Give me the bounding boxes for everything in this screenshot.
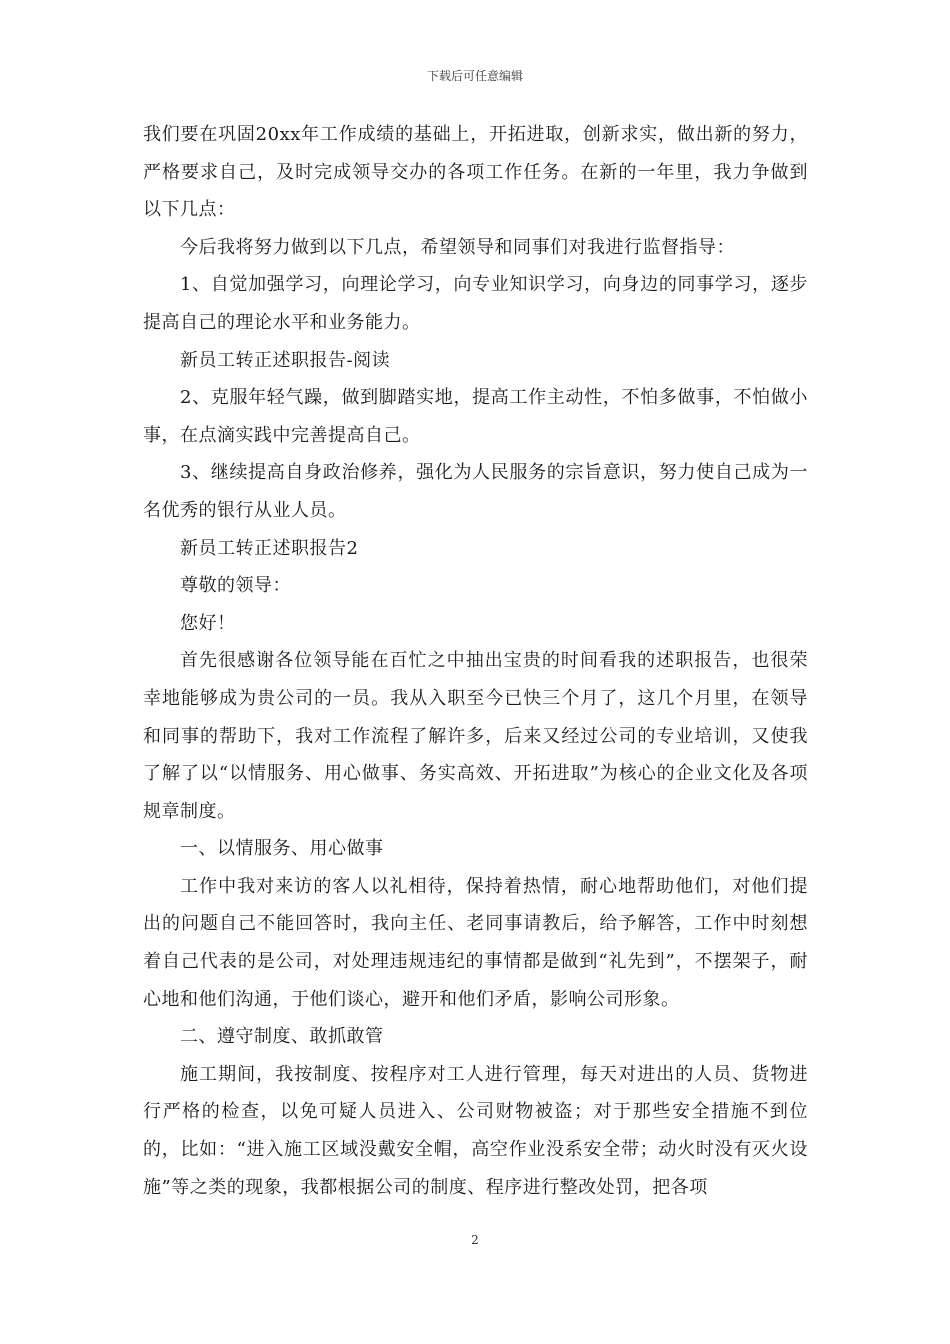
- paragraph-commitment: 今后我将努力做到以下几点，希望领导和同事们对我进行监督指导：: [180, 236, 735, 258]
- paragraph-section-title: 新员工转正述职报告-阅读: [180, 349, 391, 371]
- paragraph-intro: 我们要在巩固20xx年工作成绩的基础上，开拓进取，创新求实，做出新的努力，严格要求自己，及时完成领导交办的各项工作任务。在新的一年里，我力争做到以下几点：: [143, 124, 808, 221]
- paragraph-point-1: 1、自觉加强学习，向理论学习，向专业知识学习，向身边的同事学习，逐步提高自己的理论水平和业务能力。: [143, 274, 808, 333]
- page-number: 2: [471, 1233, 479, 1247]
- paragraph-heading-2: 二、遵守制度、敢抓敢管: [180, 1026, 384, 1048]
- paragraph-opening: 首先很感谢各位领导能在百忙之中抽出宝贵的时间看我的述职报告，也很荣幸地能够成为贵公司的一员。我从入职至今已快三个月了，这几个月里，在领导和同事的帮助下，我对工作流程了解许多，后来又经过公司的专业培训，又使我了解了以“以情服务、用心做事、务实高效、开拓进取”为核心的企业文化及各项规章制度。: [143, 650, 808, 822]
- page-header-note: 下载后可任意编辑: [426, 69, 523, 83]
- paragraph-service: 工作中我对来访的客人以礼相待，保持着热情，耐心地帮助他们，对他们提出的问题自己不能回答时，我向主任、老同事请教后，给予解答，工作中时刻想着自己代表的是公司，对处理违规违纪的事情都是做到“礼先到”，不摆架子，耐心地和他们沟通，于他们谈心，避开和他们矛盾，影响公司形象。: [143, 875, 808, 1010]
- document-body: [143, 116, 808, 1206]
- paragraph-management: 施工期间，我按制度、按程序对工人进行管理，每天对进出的人员、货物进行严格的检查，以免可疑人员进入、公司财物被盗；对于那些安全措施不到位的，比如：“进入施工区域没戴安全帽，高空作业没系安全带；动火时没有灭火设施”等之类的现象，我都根据公司的制度、程序进行整改处罚，把各项: [143, 1063, 808, 1198]
- paragraph-heading-1: 一、以情服务、用心做事: [180, 838, 384, 860]
- paragraph-point-2: 2、克服年轻气躁，做到脚踏实地，提高工作主动性，不怕多做事，不怕做小事，在点滴实践中完善提高自己。: [143, 387, 808, 446]
- paragraph-point-3: 3、继续提高自身政治修养，强化为人民服务的宗旨意识，努力使自己成为一名优秀的银行从业人员。: [143, 462, 808, 521]
- paragraph-report-title: 新员工转正述职报告2: [180, 537, 359, 559]
- paragraph-greeting: 您好！: [180, 612, 236, 634]
- paragraph-salutation: 尊敬的领导：: [180, 575, 291, 597]
